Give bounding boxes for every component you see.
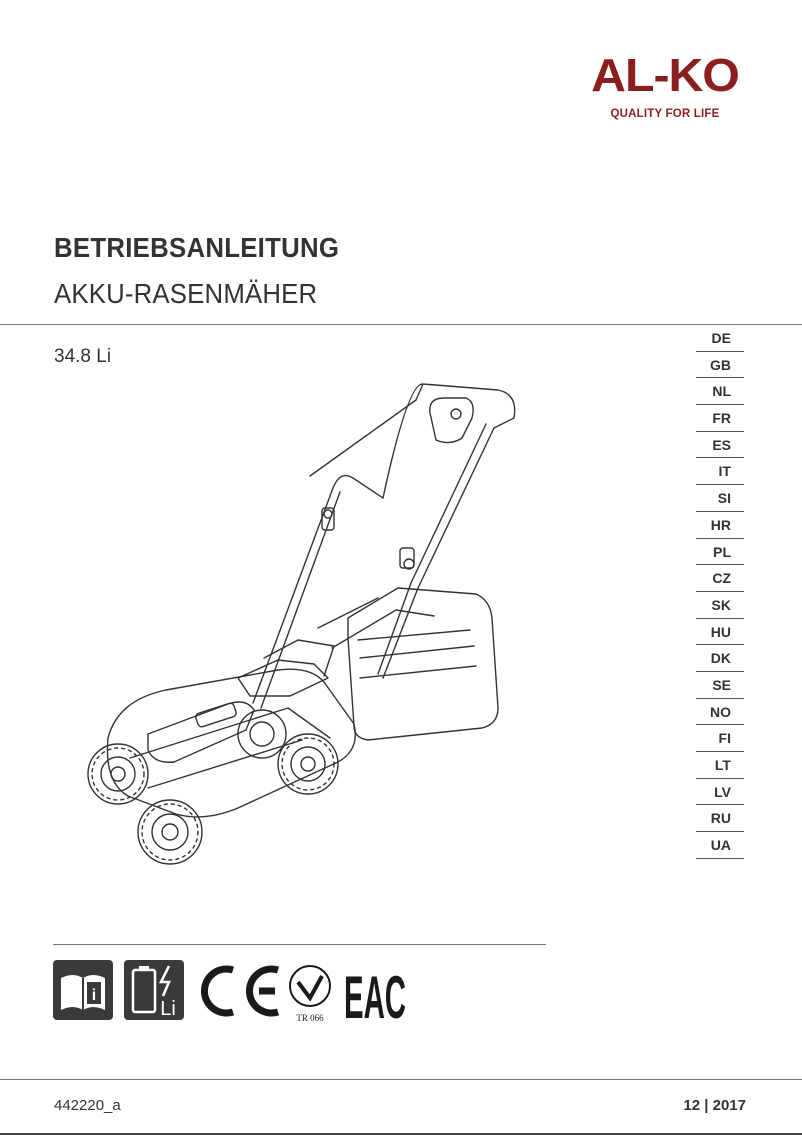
al-ko-logo: AL-KO [591,49,739,101]
language-item-lv[interactable]: LV [696,779,744,806]
language-item-es[interactable]: ES [696,432,744,459]
language-item-hu[interactable]: HU [696,619,744,646]
language-item-fr[interactable]: FR [696,405,744,432]
language-item-gb[interactable]: GB [696,352,744,379]
language-item-si[interactable]: SI [696,485,744,512]
ce-mark-icon [204,969,278,1013]
tr-066-label: TR 066 [296,1013,324,1023]
document-subtitle: AKKU-RASENMÄHER [54,278,318,309]
read-manual-icon [53,960,113,1020]
language-list [696,325,744,859]
footer-divider [0,1079,802,1080]
model-name: 34.8 Li [54,346,112,367]
marks-divider [53,944,546,945]
language-item-it[interactable]: IT [696,458,744,485]
document-number: 442220_a [54,1097,121,1114]
certification-marks [53,960,413,1031]
language-item-lt[interactable]: LT [696,752,744,779]
tr-066-icon [290,966,330,1023]
language-item-se[interactable]: SE [696,672,744,699]
battery-label: Li [160,998,176,1020]
brand-block [582,49,748,122]
language-item-fi[interactable]: FI [696,725,744,752]
language-item-hr[interactable]: HR [696,512,744,539]
language-item-ru[interactable]: RU [696,805,744,832]
svg-text:i: i [91,987,97,1004]
page-bottom-edge [0,1133,802,1135]
language-item-nl[interactable]: NL [696,378,744,405]
language-item-ua[interactable]: UA [696,832,744,859]
language-item-sk[interactable]: SK [696,592,744,619]
language-item-cz[interactable]: CZ [696,565,744,592]
language-item-no[interactable]: NO [696,699,744,726]
document-date: 12 | 2017 [683,1097,746,1114]
li-ion-battery-icon [124,960,184,1020]
lawn-mower-illustration [78,378,528,868]
header-divider [0,324,802,325]
eac-mark-icon [344,964,406,1031]
brand-tagline: QUALITY FOR LIFE [610,108,720,120]
language-item-pl[interactable]: PL [696,539,744,566]
document-title: BETRIEBSANLEITUNG [54,232,340,263]
language-item-de[interactable]: DE [696,325,744,352]
language-item-dk[interactable]: DK [696,645,744,672]
eac-label: EAC [344,964,406,1031]
